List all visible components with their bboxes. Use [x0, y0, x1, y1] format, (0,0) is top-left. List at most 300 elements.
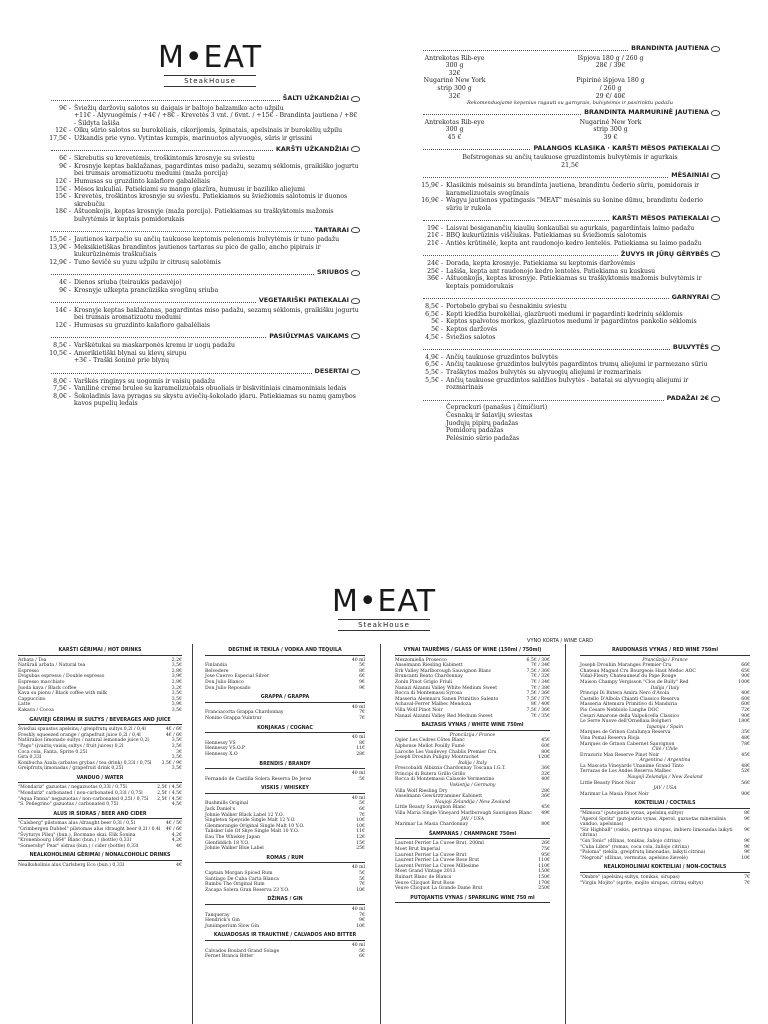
drink-price: 3,5€ — [171, 738, 182, 744]
drink-item — [205, 716, 365, 722]
item-price: 9€ - — [59, 286, 71, 294]
menu-item — [48, 155, 360, 163]
item-description: Aštuonkojis, keptas krosnyje (maža porcija). Patiekiamas su traškyktomis mažomis bulvytėmis ir keptais pomidorukais — [74, 208, 334, 223]
menu-item — [420, 182, 720, 197]
item-description: Šokoladinis lava pyragas su skystu aviečių-šokolado įdaru. Patiekiamas su namų gamybos kavos pupelių ledais — [74, 392, 356, 408]
drink-price: 36€ — [541, 766, 550, 772]
drink-price: 7€ — [359, 715, 365, 721]
menu-item — [48, 393, 360, 408]
item-description: Krosnyje keptas baklažanas, pagardintas miso padažu, sezamų sėklomis, graikiško jogurtu bei trumais aromatizuotu medumi (maža porcija) — [74, 162, 359, 178]
column-divider — [565, 644, 566, 1024]
drink-name: Masseria Altemura Primitivo di Manduria — [580, 702, 678, 708]
item-price: 7,5€ - — [53, 385, 71, 393]
drink-price: 2,8€ — [171, 668, 182, 674]
menu-item — [48, 105, 360, 113]
drinks-section-heading: VYNAI TAURĖMIS / GLASS OF WINE (150ml / 750ml) — [395, 648, 550, 656]
drink-name: Zonin Pinot Grigio Friuli — [395, 679, 453, 685]
drink-name: JAV / USA — [653, 786, 677, 792]
drink-name: "Somersby" Pear" sidras (bun.) / cider (bottle) 0,33l — [18, 843, 139, 849]
drink-name: Argentina / Argentina — [639, 758, 691, 764]
item-price: 4,5€ - — [425, 333, 443, 341]
drink-price: 60€ — [741, 696, 750, 702]
drinks-section-heading: GAIVIEJI GĖRIMAI IR SULTYS / BEVERAGES AND JUICE — [18, 718, 182, 726]
menu-item — [48, 307, 360, 322]
drink-name: Johnie Walker Blue Label — [205, 846, 264, 852]
drink-name: Rocca di Montemassi Syrosa — [395, 691, 462, 697]
item-price: 15€ - — [55, 193, 71, 201]
brand-logo-bottom — [324, 584, 444, 631]
drink-name: Anselmann Gewürztraminer Kabinett — [395, 794, 483, 800]
drink-name: "Paloma" (tekila, greipfrutų limonadas, laikyti citrina) — [580, 850, 706, 856]
drinks-column-red — [580, 644, 750, 886]
menu-item — [420, 369, 720, 377]
volume-label: 40 ml — [351, 771, 365, 777]
column-divider — [380, 644, 381, 1024]
brand-name-bottom: M•EAT — [331, 584, 437, 619]
drink-price: 3,5€ — [171, 755, 182, 761]
drink-item — [205, 888, 365, 894]
drink-price: 78€ — [741, 741, 750, 747]
drink-name: Villa Maria Single Vineyard Marlborough Sauvignon Blanc — [395, 811, 532, 817]
menu-left-column — [48, 92, 360, 408]
menu-item — [48, 236, 360, 244]
menu-item — [48, 279, 360, 287]
section-title: DESERTAI — [314, 367, 349, 375]
drink-item — [580, 828, 750, 839]
dish-icon — [711, 46, 720, 52]
drink-name: Marques de Grinon Cabernet Sauvignon — [580, 741, 675, 747]
wine-card-title: VYNO KORTA / WINE CARD — [527, 638, 593, 644]
volume-label: 40 ml — [351, 657, 365, 663]
drink-price: 3,5€ — [171, 766, 182, 772]
item-description: Krosnyje užkepta prancūziška svogūnų sriuba — [74, 286, 219, 294]
item-price: 12€ - — [55, 127, 71, 135]
drink-name: Little Beauty Pinot Noir — [580, 780, 636, 786]
drink-name: Vina Pomal Reserva Rioja — [580, 735, 640, 741]
drink-name: La Mascota Vineyards Unanime Grand Tinto — [580, 763, 684, 769]
drink-name: Laurent Perrier La Cuvee Brut — [395, 852, 467, 858]
drink-price: 56€ — [741, 780, 750, 786]
item-price — [420, 404, 446, 412]
item-price: 21€ - — [427, 240, 443, 248]
item-description: Varškėtukai su maskarponės kremu ir uogų padažu — [74, 342, 235, 350]
item-description: Ančių taukuose gruzdintos bulvytės pagardintos trumų aliejumi ir parmezano sūriu — [446, 361, 708, 369]
drink-price: 110€ — [538, 858, 550, 864]
steak-price: 39 € — [603, 133, 618, 141]
drink-price: 66€ — [741, 663, 750, 669]
drinks-section-heading: VISKIS / WHISKEY — [205, 786, 365, 794]
item-price: 8,0€ - — [53, 377, 71, 385]
item-description: Tuno ševičė su yuzu užpilu ir citrusų salotėmis — [74, 258, 221, 266]
dotted-rule — [423, 346, 670, 350]
drink-name: Ispanija / Spain — [646, 724, 684, 730]
drink-price: 5€ — [359, 663, 365, 669]
drinks-section-heading: NEALKOHOLINIAI GĖRIMAI / NONALCOHOLIC DRINKS — [18, 853, 182, 861]
item-price — [420, 412, 446, 420]
drink-price: 72€ — [741, 707, 750, 713]
menu-item — [48, 350, 360, 358]
menu-item — [420, 412, 720, 420]
dish-icon — [351, 146, 360, 152]
drink-price: 3,5€ / 9€ — [161, 760, 182, 766]
item-description: Vanilinė creme brulee su karamelizuotais obuoliais ir biskvitiniais cinamoniniais ledais — [74, 385, 347, 393]
drink-name: Castello D'Albola Chianti Classico Reserva — [580, 696, 680, 702]
drink-name: Johnie Walker Black Label 12 Y.O. — [205, 812, 284, 818]
item-price: 6,5€ - — [425, 310, 443, 318]
drink-item — [580, 881, 750, 887]
drink-price: 45€ — [741, 752, 750, 758]
drink-name: "Mondariz" carbonated / non-carbonated 0,33l / 0,75l — [18, 791, 143, 797]
drink-price: 65€ — [741, 668, 750, 674]
drink-name: Espresso — [18, 668, 40, 674]
item-description: Wagyu jautienos ypatingasis "MEAT" mėsainis su šonine dūmu, brandintu čederio sūriu ir rukola — [446, 197, 703, 212]
steak-price: 45 € — [447, 133, 462, 141]
drink-name: Ruinart Blanc de Blancs — [395, 874, 452, 880]
drink-price: 5€ — [359, 871, 365, 876]
menu-item — [420, 354, 720, 362]
drink-price: 28€ — [356, 751, 365, 757]
item-description: Šviežios salotos — [446, 333, 496, 341]
menu-item — [420, 377, 720, 392]
volume-label: 40 ml — [351, 865, 365, 871]
drink-name: "Negroni" (džinas, vermutas, apelsino žievelė) — [580, 855, 688, 861]
item-price: 19€ - — [427, 224, 443, 232]
steak-pair — [420, 119, 720, 142]
item-price: 25€ - — [427, 267, 443, 275]
item-description: Čeprackuri (panašus į čimičiuri) — [446, 404, 548, 412]
brand-logo — [150, 40, 270, 87]
dotted-rule — [423, 397, 664, 401]
drink-name: Pio Cesare Nebbiolo Langhe DOC — [580, 707, 659, 713]
menu-item — [420, 361, 720, 369]
drink-price: 4,2€ — [171, 838, 182, 844]
drink-price: 4€ / 6€ — [165, 732, 182, 738]
item-description: +11€ - Alyvuogėmis / +4€ / +8€ - Krevetės 3 vnt. / 6vnt. / +15€ - Brandinta jautiena / +8€ - Šildyta lašiša — [74, 112, 358, 127]
drink-item — [395, 822, 550, 828]
item-description: Pomidorų padažas — [446, 427, 504, 435]
dotted-rule — [423, 295, 669, 299]
drink-name: Le Serre Nuove dell'Ornellaia Bolgheri — [580, 719, 671, 725]
drink-name: Tanqueray — [205, 912, 230, 918]
drink-price: 2,5€ / 4,5€ — [157, 785, 182, 791]
drinks-section-heading: KOKTEILIAI / COCTAILS — [580, 801, 750, 809]
steak-pair — [420, 77, 720, 100]
drink-name: Italija / Italy — [650, 685, 680, 691]
brand-name: M•EAT — [157, 40, 263, 75]
drink-price: 45€ — [541, 805, 550, 811]
item-description: Olkų sūrio salotos su burokėliais, cikorijomis, špinatais, apelsinais ir burokėlių užpilu — [74, 127, 343, 135]
drink-name: Laurent Perrier La Cuvee Brut, 200ml — [395, 841, 484, 847]
item-description: Keptos daržovės — [446, 326, 498, 333]
item-price: 15€ - — [55, 185, 71, 193]
item-price: 5€ - — [431, 318, 443, 326]
menu-item — [48, 135, 360, 143]
section-heading — [48, 368, 360, 376]
drink-price: 7€ / 34€ — [530, 663, 550, 669]
volume-label: 40 ml — [351, 704, 365, 710]
drink-name: Cappuccino — [18, 696, 46, 702]
drink-item — [205, 686, 365, 692]
drink-price: 7€ / 38€ — [530, 685, 550, 691]
drinks-section-heading: NEALKOHOLINIAI KOKTEILIAI / NON-COCTAILS — [580, 865, 750, 873]
drink-name: Cesari Amarone della Valpolicella Classico — [580, 713, 680, 719]
drink-name: Little Beauty Sauvignon Blanc — [395, 805, 466, 811]
drink-price: 170€ — [538, 880, 550, 886]
item-price: 36€ - — [427, 275, 443, 283]
drink-price: 49€ — [541, 811, 550, 817]
drink-price: 7€ — [359, 882, 365, 888]
dotted-rule — [51, 97, 280, 101]
item-description: Aštuonkojis, keptas krosnyje. Patiekiamas su traškyktomis mažomis bulvytėmis ir keptais pomidorukais — [446, 275, 702, 291]
volume-label: 40 ml — [351, 906, 365, 912]
item-description: BBQ kukurūzinis viščiukas. Patiekiamas su šviežiomis salotomis — [446, 232, 647, 240]
drink-price: 7€ — [744, 874, 750, 880]
drink-name: Veuve Clicquot La Grande Dame Brut — [395, 886, 483, 892]
menu-item — [420, 420, 720, 428]
menu-item — [420, 427, 720, 435]
menu-item — [420, 240, 720, 248]
menu-item — [48, 186, 360, 194]
section-title: PASIŪLYMAS VAIKAMS — [269, 331, 349, 340]
drink-name: Bruncanti Beato Chardonnay — [395, 674, 463, 680]
drink-item — [18, 844, 182, 850]
menu-item — [420, 275, 720, 290]
drink-price: 11€ — [356, 829, 365, 835]
item-description: Ančių taukuose gruzdintos saldžios bulvytės - batatai su alyvuogių aliejumi ir rozmarinais — [446, 376, 689, 392]
item-price: 15,5€ - — [49, 236, 71, 244]
drink-price: 100€ — [738, 679, 750, 685]
steak-item — [420, 55, 564, 78]
volume-label: 40 ml — [351, 795, 365, 801]
section-title: VEGETARIŠKI PATIEKALAI — [258, 296, 349, 305]
item-price: 12,9€ - — [49, 258, 71, 266]
drink-price: 35€ — [741, 730, 750, 736]
drink-price: 90€ — [741, 791, 750, 797]
brand-subtitle-bottom: SteakHouse — [338, 619, 430, 631]
drink-name: Vokietija / Germany — [449, 783, 496, 789]
section-heading — [48, 297, 360, 305]
drink-name: Alphonse Mellot Pouilly Fumé — [395, 743, 465, 749]
drink-name: Kakava / Cocoa — [18, 707, 54, 713]
drink-name: Čilė / Chile — [652, 747, 678, 753]
menu-item — [420, 225, 720, 233]
item-description: Skrebutis su krevetėmis, troškintomis krosnyje su sviestu — [74, 155, 255, 163]
drink-price: 28€ — [541, 788, 550, 794]
drink-name: Hendrick's Gin — [205, 918, 240, 924]
steak-name: Išpjova 180 g / 260 g — [577, 54, 644, 62]
menu-item — [48, 378, 360, 386]
drink-name: JAV / USA — [460, 816, 485, 822]
dotted-rule — [423, 47, 628, 51]
drink-name: "Sir Highball" (viskis, pertrupa sirupas, imbiero limonadas laikyti citrina) — [580, 827, 733, 839]
section-heading — [420, 45, 720, 53]
drink-name: Bushmills Original — [205, 801, 249, 807]
menu-right-column — [420, 42, 720, 442]
drinks-section-heading: ALUS IR SIDRAS / BEER AND CIDER — [18, 812, 182, 820]
drink-name: Finlandia — [205, 663, 227, 669]
section-heading — [420, 344, 720, 352]
drink-name: Principi Di Butera Amira Nero d'Avola — [580, 691, 670, 697]
drink-price: 36€ — [541, 794, 550, 800]
drink-name: Marimar La Masia Pinot Noir — [580, 791, 649, 797]
drink-name: "Ombre" (apelsinų sultys, tonikas, sirupas) — [580, 874, 680, 880]
dotted-rule — [51, 271, 314, 275]
menu-item — [420, 326, 720, 334]
drink-price: 4€ — [176, 863, 182, 868]
drink-name: "Gin Tonic" (džinas, tonikas, žaliojo citrina) — [580, 839, 681, 844]
drink-price: 8€ — [744, 811, 750, 817]
dish-icon — [711, 145, 720, 151]
item-description: +3€ - Traški šoninė prie blynų — [74, 357, 170, 365]
drink-price: 8€ — [359, 740, 365, 746]
drink-item — [580, 817, 750, 828]
drink-price: 7€ — [359, 812, 365, 818]
drink-name: Natūralios limonado sultys / natural lemonade juice 0,2l — [18, 738, 149, 744]
dotted-rule — [51, 147, 273, 151]
dish-icon — [351, 227, 360, 233]
drink-name: Latte — [18, 702, 31, 708]
menu-item — [420, 404, 720, 412]
section-title: TARTARAI — [314, 225, 349, 234]
drink-price: 7€ — [359, 912, 365, 918]
drinks-section-heading: DEGTINĖ IR TEKILA / VODKA AND TEQUILA — [205, 648, 365, 656]
drink-price: 7€ / 32€ — [530, 674, 550, 680]
steak-name: Nugarinė New York strip 300 g — [579, 118, 642, 134]
drink-price: 12€ — [356, 835, 365, 841]
item-description: Česnakų ir šalavijų sviestas — [446, 411, 533, 419]
item-price: 8,5€ - — [425, 303, 443, 311]
drink-name: Maison Champy Vergisson "Clos de Bully" Red — [580, 679, 689, 685]
drink-price: 3,5€ — [171, 707, 182, 713]
section-heading — [420, 294, 720, 302]
item-description: Keptos spalvotos morkos, glazūruotos medumi ir pagardintos pankolio sėklomis — [446, 318, 697, 326]
drink-name: Nanazi Alzanni Valley White Medium Sweet — [395, 685, 498, 691]
drink-name: Greipfrutų limonadas / grapefruit drink 0,25l — [18, 766, 124, 772]
menu-item — [48, 127, 360, 135]
drink-item — [205, 846, 365, 852]
drink-price: 80€ — [541, 822, 550, 828]
drink-name: Don Julio Reposado — [205, 685, 251, 691]
drinks-section-heading: DŽINAS / GIN — [205, 897, 365, 905]
drink-price: 52€ — [741, 769, 750, 775]
dish-icon — [351, 298, 360, 304]
drink-item — [205, 752, 365, 758]
drink-price: 250€ — [538, 886, 550, 892]
drink-name: "Virgin Mojito" (sprite, mojito sirupas, citrinų sultys) — [580, 880, 703, 886]
drink-item — [18, 863, 182, 869]
section-title: BRANDINTA JAUTIENA — [631, 44, 709, 52]
drink-price: 120€ — [538, 755, 550, 761]
drink-price: 60€ — [741, 702, 750, 708]
drinks-menu-page — [0, 560, 768, 1024]
drink-name: Chateau Magnol Cru Bourgeois Haut Medoc AOC — [580, 668, 696, 674]
drink-price: 7€ — [744, 880, 750, 886]
drink-price: 48€ — [741, 763, 750, 769]
recommendation-note: Rekomenduojame kepsnius ragauti su garnyrais, bulvytėmis ir pasirinktu padažu — [467, 100, 673, 107]
drinks-column-hot — [18, 644, 182, 869]
menu-item — [48, 244, 360, 259]
dish-icon — [711, 251, 720, 257]
section-title: ŠALTI UŽKANDŽIAI — [282, 94, 349, 102]
drink-price: 11€ — [356, 746, 365, 752]
item-price: 4,9€ - — [425, 353, 443, 361]
dish-icon — [351, 270, 360, 276]
steak-item — [576, 77, 720, 100]
steak-price: 29 €/ 40€ — [595, 92, 626, 100]
menu-item — [48, 385, 360, 393]
item-description: Šviežių daržovių salotos su daigais ir baltojo balzamiko acto užpilu — [74, 104, 284, 112]
item-price: 17,5€ - — [49, 134, 71, 142]
drink-price: 3,5€ — [171, 743, 182, 749]
item-price: 4€ - — [59, 279, 71, 287]
drink-name: Nanazi Alzanni Valley Red Medium Sweet — [395, 713, 493, 719]
drink-price: 5€ — [359, 776, 365, 782]
drink-price: 10€ — [356, 923, 365, 929]
drink-name: Joseph Drouhin Puligny Montrachet — [395, 755, 479, 761]
drink-name: Errazuriz Max Reserve Pinot Noir — [580, 752, 660, 758]
drink-name: Santiago De Cuba Carta Blanca — [205, 876, 279, 882]
drink-price: 7,5€ / 37€ — [526, 696, 550, 702]
item-price: 15,9€ - — [421, 181, 443, 189]
section-title: PALANGOS KLASIKA · KARŠTI MĖSOS PATIEKALAI — [533, 143, 709, 152]
drink-price: 7€ / 35€ — [530, 713, 550, 719]
drink-name: Espresso macchiato — [18, 679, 65, 685]
drink-price: 10€ — [356, 887, 365, 893]
drink-name: Principi di Butera Grillo Grillo — [395, 771, 466, 777]
drinks-section-heading: RAUDONASIS VYNAS / RED WINE 750ml — [580, 648, 750, 656]
drink-name: Masseria Alemnaru Sanen Primitivo Salento — [395, 696, 499, 702]
drink-price: 5€ — [359, 876, 365, 882]
dish-icon — [711, 345, 720, 351]
drink-name: Italija / Italy — [458, 760, 487, 766]
menu-item — [48, 322, 360, 330]
drink-name: Nonino Grappa Vuintrur — [205, 715, 262, 721]
drink-name: Joseph Drouhin Maranges Premier Cru — [580, 663, 672, 669]
item-price: 24€ - — [427, 260, 443, 268]
item-price: 16,9€ - — [421, 197, 443, 205]
drink-price: 150€ — [538, 869, 550, 875]
menu-item — [48, 208, 360, 223]
section-title: MĖSAINIAI — [671, 171, 709, 180]
item-description: Varškės ringinys su uogomis ir vaisių padažu — [74, 377, 215, 385]
item-description: Amerikietiški blynai su klevų sirupu — [74, 349, 187, 357]
drink-name: Frescobaldi Albizzia Chardonnay Toscana I.G.T. — [395, 766, 506, 772]
drink-name: Calvados Boulard Grand Solage — [205, 948, 280, 954]
item-price — [48, 357, 74, 365]
column-divider — [192, 644, 193, 1024]
item-price — [420, 435, 446, 443]
drink-name: Moet Grand Vintage 2013 — [395, 869, 456, 875]
drink-name: Naujoji Zelandija / New Zealand — [434, 799, 511, 805]
drink-name: Laurent Perrier La Cuvee Rose Brut — [395, 858, 480, 864]
drinks-section-heading: KALVADOSAS IR TRAUKTINĖ / CALVADOS AND BITTER — [205, 933, 365, 941]
drink-price: 9€ — [744, 839, 750, 844]
drink-name: Naujoji Zelandija / New Zealand — [627, 775, 703, 781]
dotted-rule — [423, 252, 618, 256]
drink-name: Singleton Speyside Single Malt 12 Y.O. — [205, 818, 296, 824]
menu-item — [420, 268, 720, 276]
item-price: 13,9€ - — [49, 243, 71, 251]
drink-price: 7,5€ / 36€ — [526, 668, 550, 674]
drink-name: Jack Daniel's — [205, 807, 236, 813]
drink-name: Ogier Les Cedres Côtes Blanc — [395, 738, 465, 744]
dish-icon — [351, 369, 360, 375]
drink-price: 5€ — [359, 801, 365, 807]
drink-name: Rumbu The Original Rum — [205, 882, 265, 888]
drink-name: "Mondariz" gazuotas / negazuotas 0,33l / 0,75l — [18, 785, 127, 791]
drink-price: 3,5€ — [171, 691, 182, 697]
drinks-section-heading: PUTOJANTIS VYNAS / SPARKLING WINE 750 ml — [395, 896, 550, 904]
